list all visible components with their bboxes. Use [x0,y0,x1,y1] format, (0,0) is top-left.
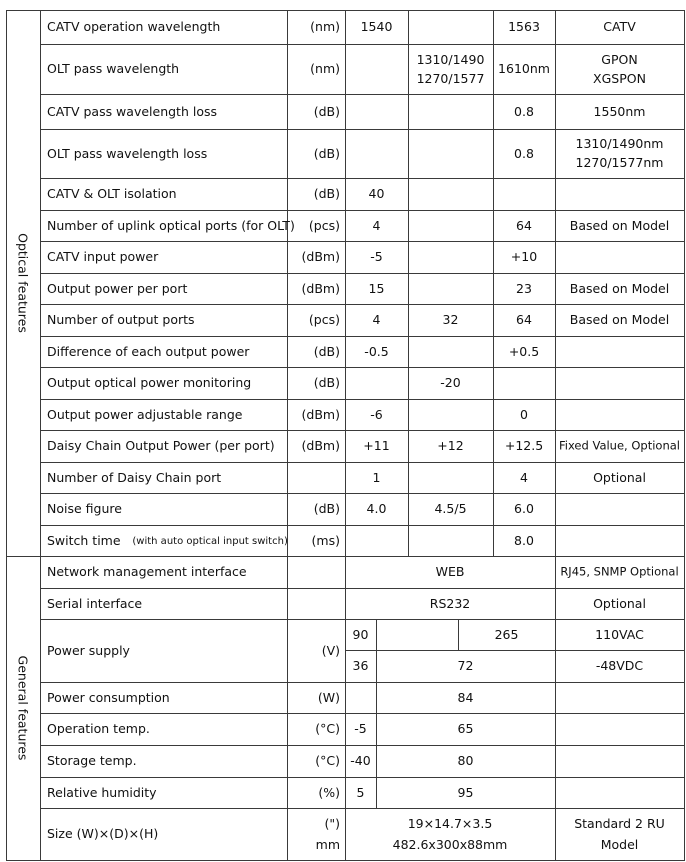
section-label-optical: Optical features [15,233,31,333]
max-value: 6.0 [514,500,534,516]
unit: (W) [317,689,340,705]
min-value: 4 [372,217,381,233]
unit: (%) [318,784,340,800]
value: WEB [435,563,465,579]
grid-line [555,556,556,860]
grid-line [40,94,685,95]
min-value: 40 [368,185,385,201]
grid-line [40,745,685,746]
typ-value: 32 [442,311,459,327]
grid-line [40,525,685,526]
grid-line [287,556,288,860]
unit: (dBm) [301,248,340,264]
unit: (dB) [313,374,340,390]
min-value: -0.5 [364,343,389,359]
note: -48VDC [595,657,644,673]
max-value: 95 [457,784,474,800]
note: Standard 2 RU [574,815,665,831]
note: 1310/1490nm [575,135,664,151]
note: Model [600,836,639,852]
unit: (dB) [313,103,340,119]
unit: (°C) [315,720,340,736]
table-border-bottom [6,860,685,861]
min-value: 15 [368,280,385,296]
grid-line [287,10,288,556]
grid-line [458,619,459,650]
unit: (dBm) [301,437,340,453]
grid-line [40,399,685,400]
max-value: 64 [516,311,532,327]
grid-line [40,713,685,714]
min-value: -5 [354,720,367,736]
grid-line [40,178,685,179]
min-value: 1540 [360,18,393,34]
grid-line [40,430,685,431]
grid-line [40,44,685,45]
grid-line [40,273,685,274]
grid-line [555,10,556,556]
value: 84 [457,689,474,705]
param-label: Noise figure [47,500,122,516]
note: Based on Model [569,311,670,327]
value: 19×14.7×3.5 [407,815,493,831]
max-value: 8.0 [514,532,534,548]
max-value: 65 [457,720,474,736]
max-value: +12.5 [504,437,544,453]
param-label: Number of uplink optical ports (for OLT) [47,217,295,233]
param-label: CATV operation wavelength [47,18,221,34]
typ-value: 4.5/5 [434,500,467,516]
max-value: 1563 [508,18,540,34]
grid-line [40,304,685,305]
param-label: Daisy Chain Output Power (per port) [47,437,275,453]
unit: (dB) [313,185,340,201]
param-sublabel: (with auto optical input switch) [132,535,288,547]
max-value: +0.5 [508,343,540,359]
grid-line [345,556,346,860]
value: RS232 [429,595,471,611]
param-label: Output power per port [47,280,188,296]
table-border-right [684,10,685,861]
grid-line [40,367,685,368]
param-label: OLT pass wavelength [47,60,180,76]
param-label: CATV pass wavelength loss [47,103,217,119]
value: 482.6x300x88mm [392,836,508,852]
min-value: 1 [372,469,381,485]
note: RJ45, SNMP Optional [560,564,679,579]
min-value: -5 [370,248,383,264]
min-value: +11 [363,437,390,453]
unit: (dBm) [301,280,340,296]
note: GPON [601,51,638,67]
param-label: Switch time [47,532,121,548]
param-label: Network management interface [47,563,247,579]
unit: (dB) [313,500,340,516]
section-divider [40,10,41,861]
min-value: 4.0 [366,500,387,516]
max-value: 72 [457,657,474,673]
param-label: CATV input power [47,248,159,264]
note: Optional [593,469,646,485]
note: XGSPON [593,70,646,86]
max-value: 4 [520,469,528,485]
unit: (nm) [310,18,340,34]
grid-line [40,336,685,337]
unit: (dBm) [301,406,340,422]
grid-line [40,210,685,211]
typ-value: -20 [440,374,461,390]
min-value: 4 [372,311,381,327]
param-label: Relative humidity [47,784,157,800]
max-value: 1610nm [498,60,550,76]
grid-line [40,129,685,130]
grid-line [40,619,685,620]
param-label: Serial interface [47,595,143,611]
grid-line [40,588,685,589]
grid-line [345,10,346,556]
grid-line [40,462,685,463]
param-label: OLT pass wavelength loss [47,145,208,161]
typ-value: 1270/1577 [416,70,485,86]
unit: (") [324,815,340,831]
grid-line [40,682,685,683]
min-value: 90 [352,626,369,642]
unit: mm [315,836,340,852]
max-value: 0 [520,406,528,422]
unit: (ms) [311,532,340,548]
param-label: Storage temp. [47,752,137,768]
min-value: 5 [356,784,365,800]
max-value: 80 [457,752,474,768]
section-label-general: General features [15,655,31,761]
unit: (dB) [313,343,340,359]
param-label: Power consumption [47,689,170,705]
param-label: Output optical power monitoring [47,374,252,390]
grid-line [40,777,685,778]
param-label: Number of output ports [47,311,195,327]
note: CATV [603,18,636,34]
min-value: 36 [352,657,369,673]
param-label: Power supply [47,642,130,658]
max-value: 0.8 [514,145,534,161]
note: 1270/1577nm [575,154,664,170]
unit: (dB) [313,145,340,161]
max-value: +10 [510,248,538,264]
note: Optional [593,595,646,611]
unit: (V) [321,642,340,658]
param-label: Output power adjustable range [47,406,243,422]
min-value: -40 [350,752,371,768]
param-label: Size (W)×(D)×(H) [47,825,159,841]
max-value: 0.8 [514,103,534,119]
note: Fixed Value, Optional [559,438,680,453]
param-label: Number of Daisy Chain port [47,469,222,485]
grid-line [493,10,494,556]
min-value: -6 [370,406,383,422]
grid-line [376,619,377,808]
note: Based on Model [569,217,670,233]
note: 110VAC [595,626,644,642]
grid-line [40,808,685,809]
unit: (°C) [315,752,340,768]
note: 1550nm [593,103,646,119]
grid-line [40,493,685,494]
note: Based on Model [569,280,670,296]
param-label: Difference of each output power [47,343,250,359]
max-value: 23 [516,280,532,296]
table-border-left [6,10,7,861]
unit: (pcs) [308,311,340,327]
max-value: 64 [516,217,532,233]
typ-value: 1310/1490 [416,51,485,67]
typ-value: +12 [437,437,464,453]
unit: (pcs) [308,217,340,233]
max-value: 265 [494,626,519,642]
unit: (nm) [310,60,340,76]
param-label: CATV & OLT isolation [47,185,177,201]
param-label: Operation temp. [47,720,150,736]
grid-line [40,241,685,242]
grid-line [408,10,409,556]
power-supply-divider [345,650,685,651]
